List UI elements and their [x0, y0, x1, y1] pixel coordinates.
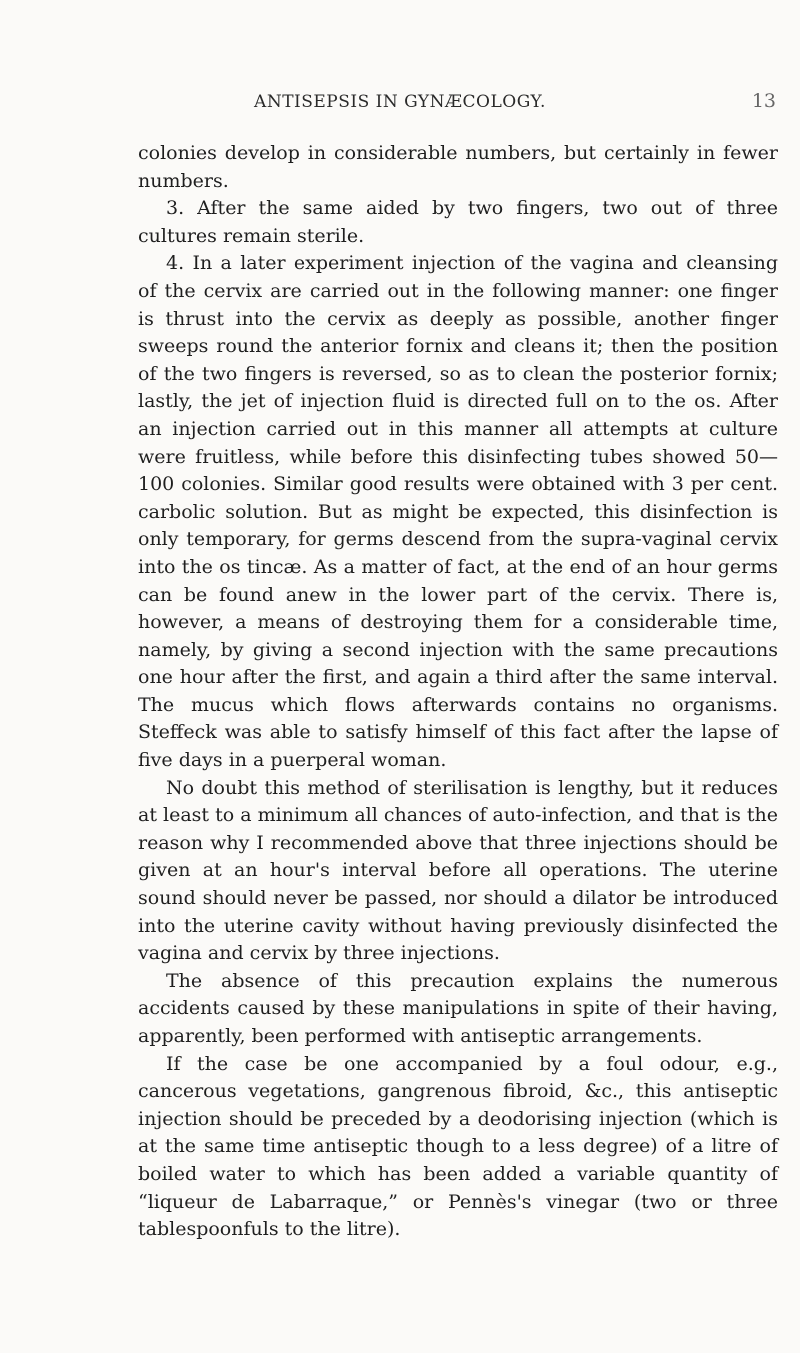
body-text — [138, 140, 778, 1244]
running-title: ANTISEPSIS IN GYNÆCOLOGY. — [254, 92, 546, 112]
paragraph: colonies develop in considerable numbers, but certainly in fewer numbers. — [138, 142, 778, 192]
paragraph: 3. After the same aided by two fingers, two out of three cultures remain sterile. — [138, 197, 778, 247]
paragraph: If the case be one accompanied by a foul odour, e.g., cancerous vegetations, gangrenous fibroid, &c., this antiseptic injection should be preceded by a deodorising injection (which is at the same time antiseptic though to a less degree) of a litre of boiled water to which has been added a variable quantity of “liqueur de Labarraque,” or Pennès's vinegar (two or three tablespoonfuls to the litre). — [138, 1052, 778, 1241]
paragraph: No doubt this method of sterilisation is lengthy, but it reduces at least to a minimum all chances of auto-infection, and that is the reason why I recommended above that three injections should be given at an hour's interval before all operations. The uterine sound should never be passed, nor should a dilator be introduced into the uterine cavity without having previously disinfected the vagina and cervix by three injections. — [138, 776, 778, 965]
page-number: 13 — [751, 90, 776, 112]
paragraph: The absence of this precaution explains the numerous accidents caused by these manipulations in spite of their having, apparently, been performed with antiseptic arrangements. — [138, 969, 778, 1047]
paragraph: 4. In a later experiment injection of the vagina and cleansing of the cervix are carried out in the following manner: one finger is thrust into the cervix as deeply as possible, another finger sweeps round the anterior fornix and cleans it; then the position of the two fingers is reversed, so as to clean the posterior fornix; lastly, the jet of injection fluid is directed full on to the os. After an injection carried out in this manner all attempts at culture were fruitless, while before this disinfecting tubes showed 50—100 colonies. Similar good results were obtained with 3 per cent. carbolic solution. But as might be expected, this disinfection is only temporary, for germs descend from the supra-vaginal cervix into the os tincæ. As a matter of fact, at the end of an hour germs can be found anew in the lower part of the cervix. There is, however, a means of destroying them for a considerable time, namely, by giving a second injection with the same precautions one hour after the first, and again a third after the same interval. The mucus which flows afterwards contains no organisms. Steffeck was able to satisfy himself of this fact after the lapse of five days in a puerperal woman. — [138, 252, 778, 772]
